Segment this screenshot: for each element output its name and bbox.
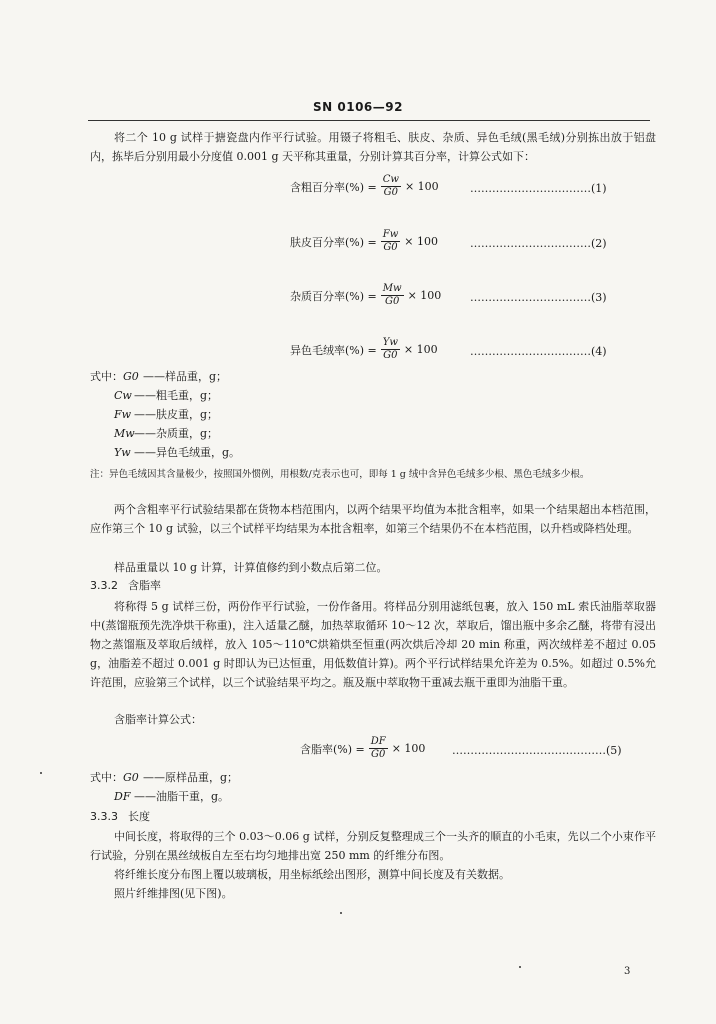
- equation-3: [290, 283, 441, 308]
- equation-5-lhs: 含脂率(%) =: [300, 742, 365, 756]
- equation-5-tag: (5): [606, 744, 622, 757]
- equation-1-tag: (1): [591, 182, 607, 195]
- where2-item-df: [114, 788, 229, 804]
- equation-1-numerator: Cw: [382, 174, 399, 185]
- paragraph-rounding: 样品重量以 10 g 计算，计算值修约到小数点后第二位。: [114, 561, 388, 574]
- page-number: 3: [624, 966, 631, 977]
- paragraph-parallel-results: 两个含粗率平行试验结果都在货物本档范围内，以两个结果平均值为本批含粗率，如果一个结果超出本档范围，应作第三个 10 g 试验，以三个试样平均结果为本批含粗率，如第三个结果仍不在本档范围，以升档或降档处理。: [90, 503, 656, 535]
- equation-3-leader: [470, 291, 607, 304]
- section-3-3-2-title: 含脂率: [128, 579, 161, 592]
- section-3-3-2-number: 3.3.2: [90, 579, 118, 592]
- section-3-3-2-heading: [90, 577, 161, 593]
- where1-item-cw: [114, 387, 218, 403]
- equation-2: [290, 229, 438, 254]
- equation-5-leader: [452, 744, 622, 757]
- equation-3-lhs: 杂质百分率(%) =: [290, 289, 377, 303]
- where1-text-cw: ——粗毛重，g；: [134, 389, 219, 402]
- equation-4-numerator: Yw: [382, 337, 398, 348]
- equation-2-lhs: 肤皮百分率(%) =: [290, 235, 377, 249]
- equation-4-lhs: 异色毛绒率(%) =: [290, 343, 377, 357]
- where2-item-g0: [90, 769, 238, 785]
- equation-1-denominator: G0: [383, 187, 399, 198]
- paragraph-sorting: 将二个 10 g 试样于搪瓷盘内作平行试验。用镊子将粗毛、肤皮、杂质、异色毛绒(黑毛绒)分别拣出放于铝盘内，拣毕后分别用最小分度值 0.001 g 天平称其重量，分别计算其百分率，计算公式如下：: [90, 131, 656, 163]
- where1-text-g0: ——样品重，g；: [143, 370, 228, 383]
- where2-text-g0: ——原样品重，g；: [143, 771, 239, 784]
- where1-item-g0: [90, 368, 227, 384]
- standard-code-header: SN 0106—92: [313, 100, 403, 114]
- where1-text-fw: ——肤皮重，g；: [134, 408, 219, 421]
- equation-5: [300, 736, 425, 761]
- header-rule: [88, 120, 650, 121]
- where1-sym-yw: Yw: [114, 446, 131, 459]
- equation-4-rhs: × 100: [403, 343, 438, 356]
- where1-sym-fw: Fw: [114, 408, 132, 421]
- equation-5-denominator: G0: [371, 749, 386, 760]
- equation-1-lhs: 含粗百分率(%) =: [290, 180, 377, 194]
- equation-3-tag: (3): [591, 291, 607, 304]
- where1-item-fw: [114, 406, 218, 422]
- where2-text-df: ——油脂干重，g。: [134, 790, 230, 803]
- equation-5-rhs: × 100: [391, 742, 426, 755]
- paragraph-length-procedure: 中间长度，将取得的三个 0.03～0.06 g 试样，分别反复整理成三个一头齐的顺直的小毛束，先以二个小束作平行试验，分别在黑丝绒板自左至右均匀地排出宽 250 mm 的纤维分布图。: [90, 830, 656, 862]
- paragraph-photo-figure: 照片纤维排图(见下图)。: [114, 887, 233, 900]
- section-3-3-3-title: 长度: [128, 810, 150, 823]
- scan-speck: [340, 912, 342, 914]
- equation-4: [290, 337, 438, 362]
- equation-5-numerator: DF: [370, 736, 386, 747]
- equation-2-numerator: Fw: [382, 229, 399, 240]
- equation-1-fraction: [381, 174, 401, 199]
- equation-2-fraction: [381, 229, 401, 254]
- section-3-3-3-heading: [90, 808, 150, 824]
- where1-text-yw: ——异色毛绒重，g。: [134, 446, 241, 459]
- equation-1-leader: [470, 182, 607, 195]
- equation-4-leader: [470, 345, 607, 358]
- where1-item-mw: [114, 425, 218, 441]
- equation-3-numerator: Mw: [382, 283, 402, 294]
- where1-sym-cw: Cw: [114, 389, 132, 402]
- equation-4-denominator: G0: [383, 350, 398, 361]
- where1-prefix: 式中：: [90, 370, 123, 383]
- equation-3-rhs: × 100: [407, 289, 442, 302]
- where1-sym-mw: Mw: [114, 427, 135, 440]
- equation-2-tag: (2): [591, 237, 607, 250]
- scan-speck: [40, 772, 42, 774]
- equation-2-dots: ……………………………: [470, 237, 591, 250]
- section-3-3-3-number: 3.3.3: [90, 810, 118, 823]
- equation-3-denominator: G0: [384, 296, 400, 307]
- where1-text-mw: ——杂质重，g；: [134, 427, 219, 440]
- equation-2-rhs: × 100: [404, 235, 438, 248]
- where2-sym-g0: G0: [123, 771, 139, 784]
- paragraph-length-measure: 将纤维长度分布图上覆以玻璃板，用坐标纸绘出图形，测算中间长度及有关数据。: [114, 868, 510, 881]
- where2-prefix: 式中：: [90, 771, 123, 784]
- equation-1-dots: ……………………………: [470, 182, 591, 195]
- equation-2-denominator: G0: [383, 242, 398, 253]
- equation-2-leader: [470, 237, 607, 250]
- equation-4-tag: (4): [591, 345, 607, 358]
- where1-sym-g0: G0: [123, 370, 139, 383]
- equation-1: [290, 174, 439, 199]
- paragraph-fat-procedure: 将称得 5 g 试样三份，两份作平行试验，一份作备用。将样品分别用滤纸包裹，放入 150 mL 索氏油脂萃取器中(蒸馏瓶预先洗净烘干称重)，注入适量乙醚，加热萃取循环 10～12 次，萃取后，馏出瓶中多余乙醚，将带有浸出物之蒸馏瓶及萃取后绒样，放入 105～110℃烘箱烘至恒重(两次烘后冷却 20 min 称重，两次绒样差不超过 0.05 g，油脂差不超过 0.001 g 时即认为已达恒重，用低数值计算)。两个平行试样结果允许差为 0.5%。如超过 0.5%允许范围，应验第三个试样，以三个试验结果平均之。瓶及瓶中萃取物干重减去瓶干重即为油脂干重。: [90, 600, 656, 689]
- equation-3-dots: ……………………………: [470, 291, 591, 304]
- equation-4-dots: ……………………………: [470, 345, 591, 358]
- where2-sym-df: DF: [114, 790, 131, 803]
- equation-5-fraction: [369, 736, 388, 761]
- where1-item-yw: [114, 444, 240, 460]
- equation-5-dots: ……………………………………: [452, 744, 606, 757]
- paragraph-fat-formula-intro: 含脂率计算公式：: [114, 713, 202, 726]
- scan-speck: [519, 966, 521, 968]
- equation-1-rhs: × 100: [404, 180, 439, 193]
- equation-3-fraction: [381, 283, 404, 308]
- note-foreign-fibers: 注：异色毛绒因其含量极少，按照国外惯例，用根数/克表示也可，即每 1 g 绒中含异色毛绒多少根、黑色毛绒多少根。: [90, 469, 590, 480]
- equation-4-fraction: [381, 337, 400, 362]
